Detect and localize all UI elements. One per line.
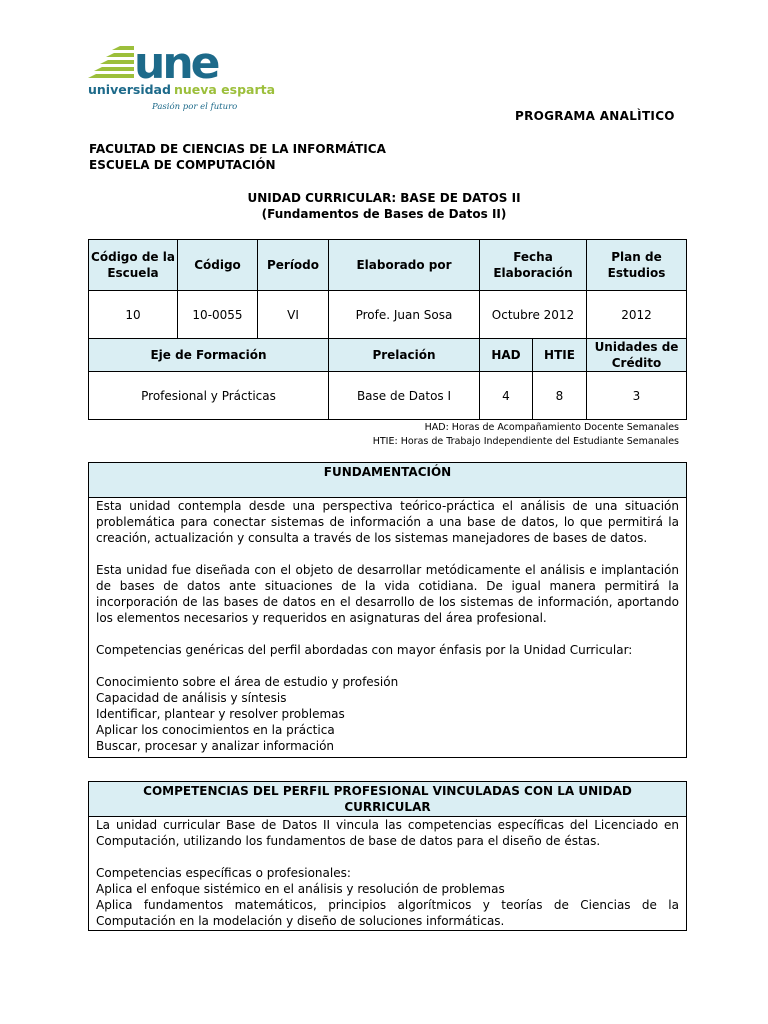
competencias-section <box>88 781 687 931</box>
header-prelacion: Prelación <box>329 339 480 372</box>
university-logo <box>88 38 276 116</box>
fundamentacion-title: FUNDAMENTACIÓN <box>89 463 686 498</box>
competency-item: Capacidad de análisis y síntesis <box>96 691 287 705</box>
value-unidades: 3 <box>587 372 687 420</box>
value-elaborado: Profe. Juan Sosa <box>329 291 480 339</box>
fundamentacion-paragraph-1: Esta unidad contempla desde una perspectiva teórico-práctica el análisis de una situación problemática para conectar sistemas de información a una base de datos, lo que permitirá la creación, actualización y consulta a través de los sistemas manejadores de bases de datos. <box>96 499 679 545</box>
une-logo-icon <box>88 38 276 116</box>
logo-tagline: Pasión por el futuro <box>152 102 238 112</box>
header-unidades: Unidades de Crédito <box>587 339 687 372</box>
unit-subtitle: (Fundamentos de Bases de Datos II) <box>261 207 507 221</box>
header-htie: HTIE <box>533 339 587 372</box>
school-name: ESCUELA DE COMPUTACIÓN <box>89 158 276 172</box>
competencias-body <box>89 817 686 930</box>
value-htie: 8 <box>533 372 587 420</box>
note-had: HAD: Horas de Acompañamiento Docente Semanales <box>424 422 679 433</box>
competencias-paragraph-2: Competencias específicas o profesionales: <box>96 866 351 880</box>
value-prelacion: Base de Datos I <box>329 372 480 420</box>
competency-item: Buscar, procesar y analizar información <box>96 739 335 753</box>
competency-item: Aplicar los conocimientos en la práctica <box>96 723 335 737</box>
competency-item: Identificar, plantear y resolver problemas <box>96 707 345 721</box>
competencias-paragraph-4: Aplica fundamentos matemáticos, principios algorítmicos y teorías de Ciencias de la Computación en la modelación y diseño de soluciones informáticas. <box>96 898 679 928</box>
header-elaborado: Elaborado por <box>329 240 480 291</box>
program-title: PROGRAMA ANALÌTICO <box>515 109 675 123</box>
faculty-name: FACULTAD DE CIENCIAS DE LA INFORMÁTICA <box>89 142 386 156</box>
header-periodo: Período <box>258 240 329 291</box>
fundamentacion-body <box>89 498 686 757</box>
value-eje: Profesional y Prácticas <box>89 372 329 420</box>
faculty-block <box>89 141 386 173</box>
fundamentacion-paragraph-2: Esta unidad fue diseñada con el objeto de desarrollar metódicamente el análisis e implantación de bases de datos ante situaciones de la vida cotidiana. De igual manera permitirá la incorporación de las bases de datos en el desarrollo de los sistemas de información, aportando los elementos necesarios y requeridos en asignaturas del área profesional. <box>96 563 679 625</box>
header-had: HAD <box>480 339 533 372</box>
value-fecha: Octubre 2012 <box>480 291 587 339</box>
value-had: 4 <box>480 372 533 420</box>
logo-line-universidad: universidad <box>88 82 171 97</box>
value-codigo-escuela: 10 <box>89 291 178 339</box>
value-periodo: VI <box>258 291 329 339</box>
fundamentacion-section <box>88 462 687 758</box>
unit-title-block <box>0 190 768 222</box>
hours-notes <box>373 421 679 449</box>
competencias-title: COMPETENCIAS DEL PERFIL PROFESIONAL VINCULADAS CON LA UNIDAD CURRICULAR <box>89 782 686 817</box>
header-fecha: Fecha Elaboración <box>480 240 587 291</box>
note-htie: HTIE: Horas de Trabajo Independiente del Estudiante Semanales <box>372 436 679 447</box>
competencias-paragraph-1: La unidad curricular Base de Datos II vincula las competencias específicas del Licenciado en Computación, utilizando los fundamentos de base de datos para el diseño de éstas. <box>96 818 679 848</box>
unit-title: UNIDAD CURRICULAR: BASE DE DATOS II <box>247 191 521 205</box>
competency-item: Conocimiento sobre el área de estudio y profesión <box>96 675 399 689</box>
fundamentacion-paragraph-3: Competencias genéricas del perfil abordadas con mayor énfasis por la Unidad Curricular: <box>96 643 633 657</box>
brand-mark: une <box>134 38 218 89</box>
value-plan: 2012 <box>587 291 687 339</box>
header-plan: Plan de Estudios <box>587 240 687 291</box>
competencias-paragraph-3: Aplica el enfoque sistémico en el análisis y resolución de problemas <box>96 882 505 896</box>
logo-line-nueva-esparta: nueva esparta <box>173 82 276 97</box>
header-eje: Eje de Formación <box>89 339 329 372</box>
course-info-table <box>88 239 687 420</box>
header-codigo: Código <box>178 240 258 291</box>
value-codigo: 10-0055 <box>178 291 258 339</box>
header-codigo-escuela: Código de la Escuela <box>89 240 178 291</box>
green-stripes-icon <box>88 46 134 78</box>
svg-text:universidadnueva esparta <box>88 82 275 97</box>
